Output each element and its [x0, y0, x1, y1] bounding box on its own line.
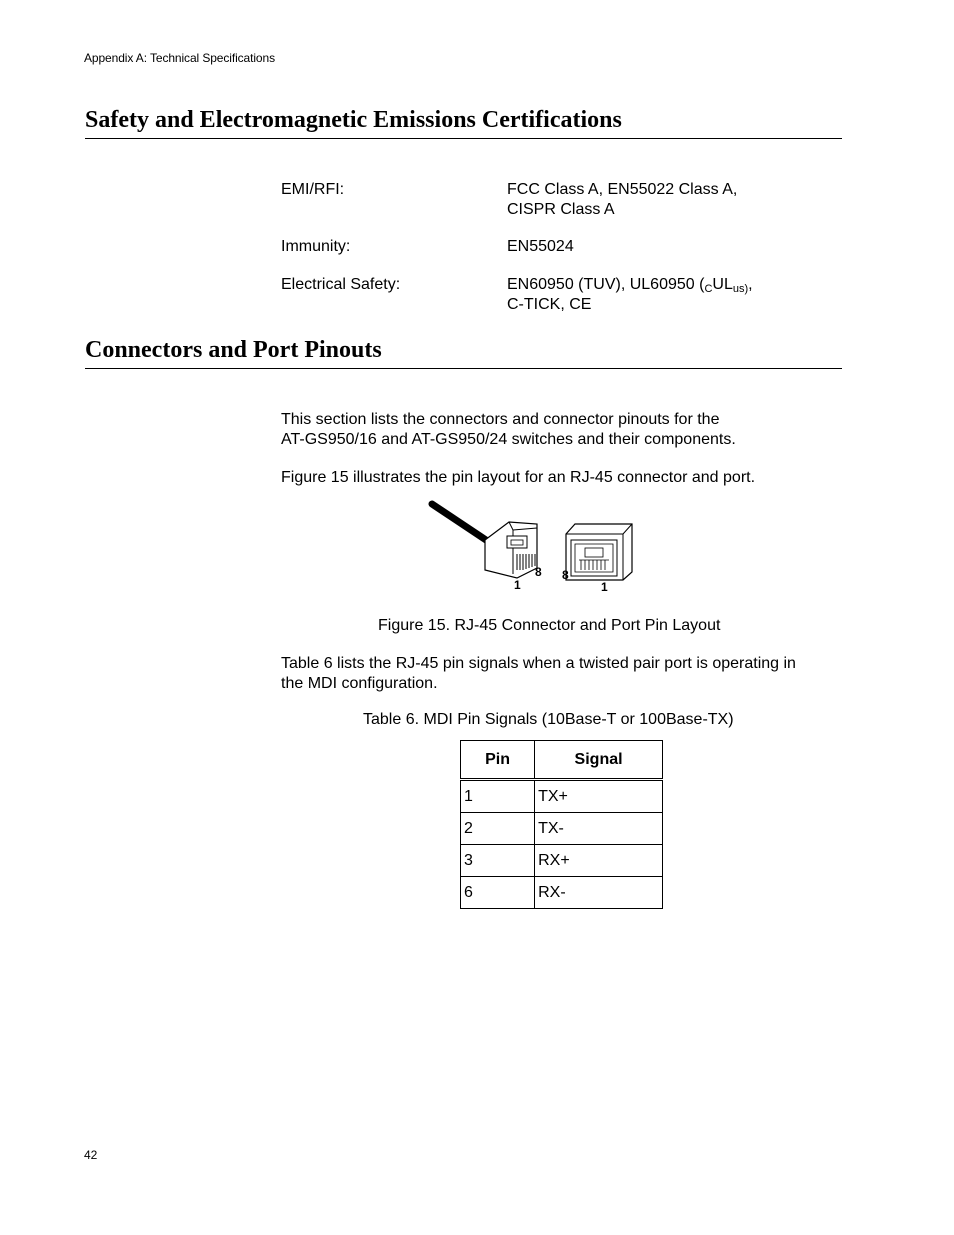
- table-cell-signal: TX+: [535, 780, 663, 813]
- table-cell-pin: 1: [461, 780, 535, 813]
- table-row: [461, 780, 663, 813]
- safety-section-title: Safety and Electromagnetic Emissions Certifications: [85, 107, 842, 139]
- table-cell-pin: 2: [461, 813, 535, 845]
- table-cell-signal: TX-: [535, 813, 663, 845]
- spec-value-safety-prefix: EN60950 (TUV), UL60950 (: [507, 276, 705, 293]
- running-header: Appendix A: Technical Specifications: [84, 51, 275, 65]
- spec-value-safety-sub-us: us): [732, 283, 749, 295]
- spec-label-electrical-safety: Electrical Safety:: [281, 276, 401, 293]
- table-cell-pin: 6: [461, 877, 535, 909]
- rj45-port-illustration: [566, 524, 632, 580]
- table-row: [461, 813, 663, 845]
- spec-value-immunity: EN55024: [507, 238, 574, 255]
- table-intro-paragraph: [281, 654, 841, 694]
- spec-label-immunity: Immunity:: [281, 238, 351, 255]
- spec-label-emi: EMI/RFI:: [281, 181, 345, 198]
- figure-caption: Figure 15. RJ-45 Connector and Port Pin Layout: [378, 617, 721, 634]
- spec-value-emi-line1: FCC Class A, EN55022 Class A,: [507, 181, 738, 198]
- table-row: [461, 845, 663, 877]
- spec-value-safety-suffix: ,: [748, 276, 753, 293]
- page-number: 42: [84, 1148, 98, 1162]
- connectors-section-title: Connectors and Port Pinouts: [85, 337, 842, 369]
- table-cell-signal: RX+: [535, 845, 663, 877]
- spec-value-emi: [507, 180, 737, 220]
- table-header-row: [461, 741, 663, 780]
- plug-pin-label-1: 1: [514, 578, 521, 592]
- spec-value-safety-sub-c: C: [704, 283, 713, 295]
- port-pin-label-8: 8: [562, 568, 569, 582]
- rj45-plug-illustration: [432, 504, 537, 578]
- table-caption: Table 6. MDI Pin Signals (10Base-T or 100Base-TX): [363, 711, 734, 728]
- table-cell-pin: 3: [461, 845, 535, 877]
- connectors-intro-paragraph: [281, 410, 841, 450]
- mdi-pin-signals-table: [460, 740, 663, 909]
- table-header-pin: Pin: [461, 741, 535, 780]
- connectors-intro-line1: This section lists the connectors and connector pinouts for the: [281, 411, 720, 428]
- table-intro-line1: Table 6 lists the RJ-45 pin signals when a twisted pair port is operating in: [281, 655, 796, 672]
- connectors-intro-line2: AT-GS950/16 and AT-GS950/24 switches and their components.: [281, 431, 736, 448]
- spec-value-emi-line2: CISPR Class A: [507, 201, 615, 218]
- figure-intro-paragraph: Figure 15 illustrates the pin layout for an RJ-45 connector and port.: [281, 469, 756, 486]
- table-row: [461, 877, 663, 909]
- spec-value-safety-ul: UL: [712, 276, 733, 293]
- port-pin-label-1: 1: [601, 580, 608, 594]
- spec-value-safety-line2: C-TICK, CE: [507, 296, 592, 313]
- spec-value-electrical-safety: [507, 275, 753, 315]
- rj45-figure: [425, 496, 640, 596]
- table-intro-line2: the MDI configuration.: [281, 675, 438, 692]
- plug-pin-label-8: 8: [535, 565, 542, 579]
- table-cell-signal: RX-: [535, 877, 663, 909]
- table-header-signal: Signal: [535, 741, 663, 780]
